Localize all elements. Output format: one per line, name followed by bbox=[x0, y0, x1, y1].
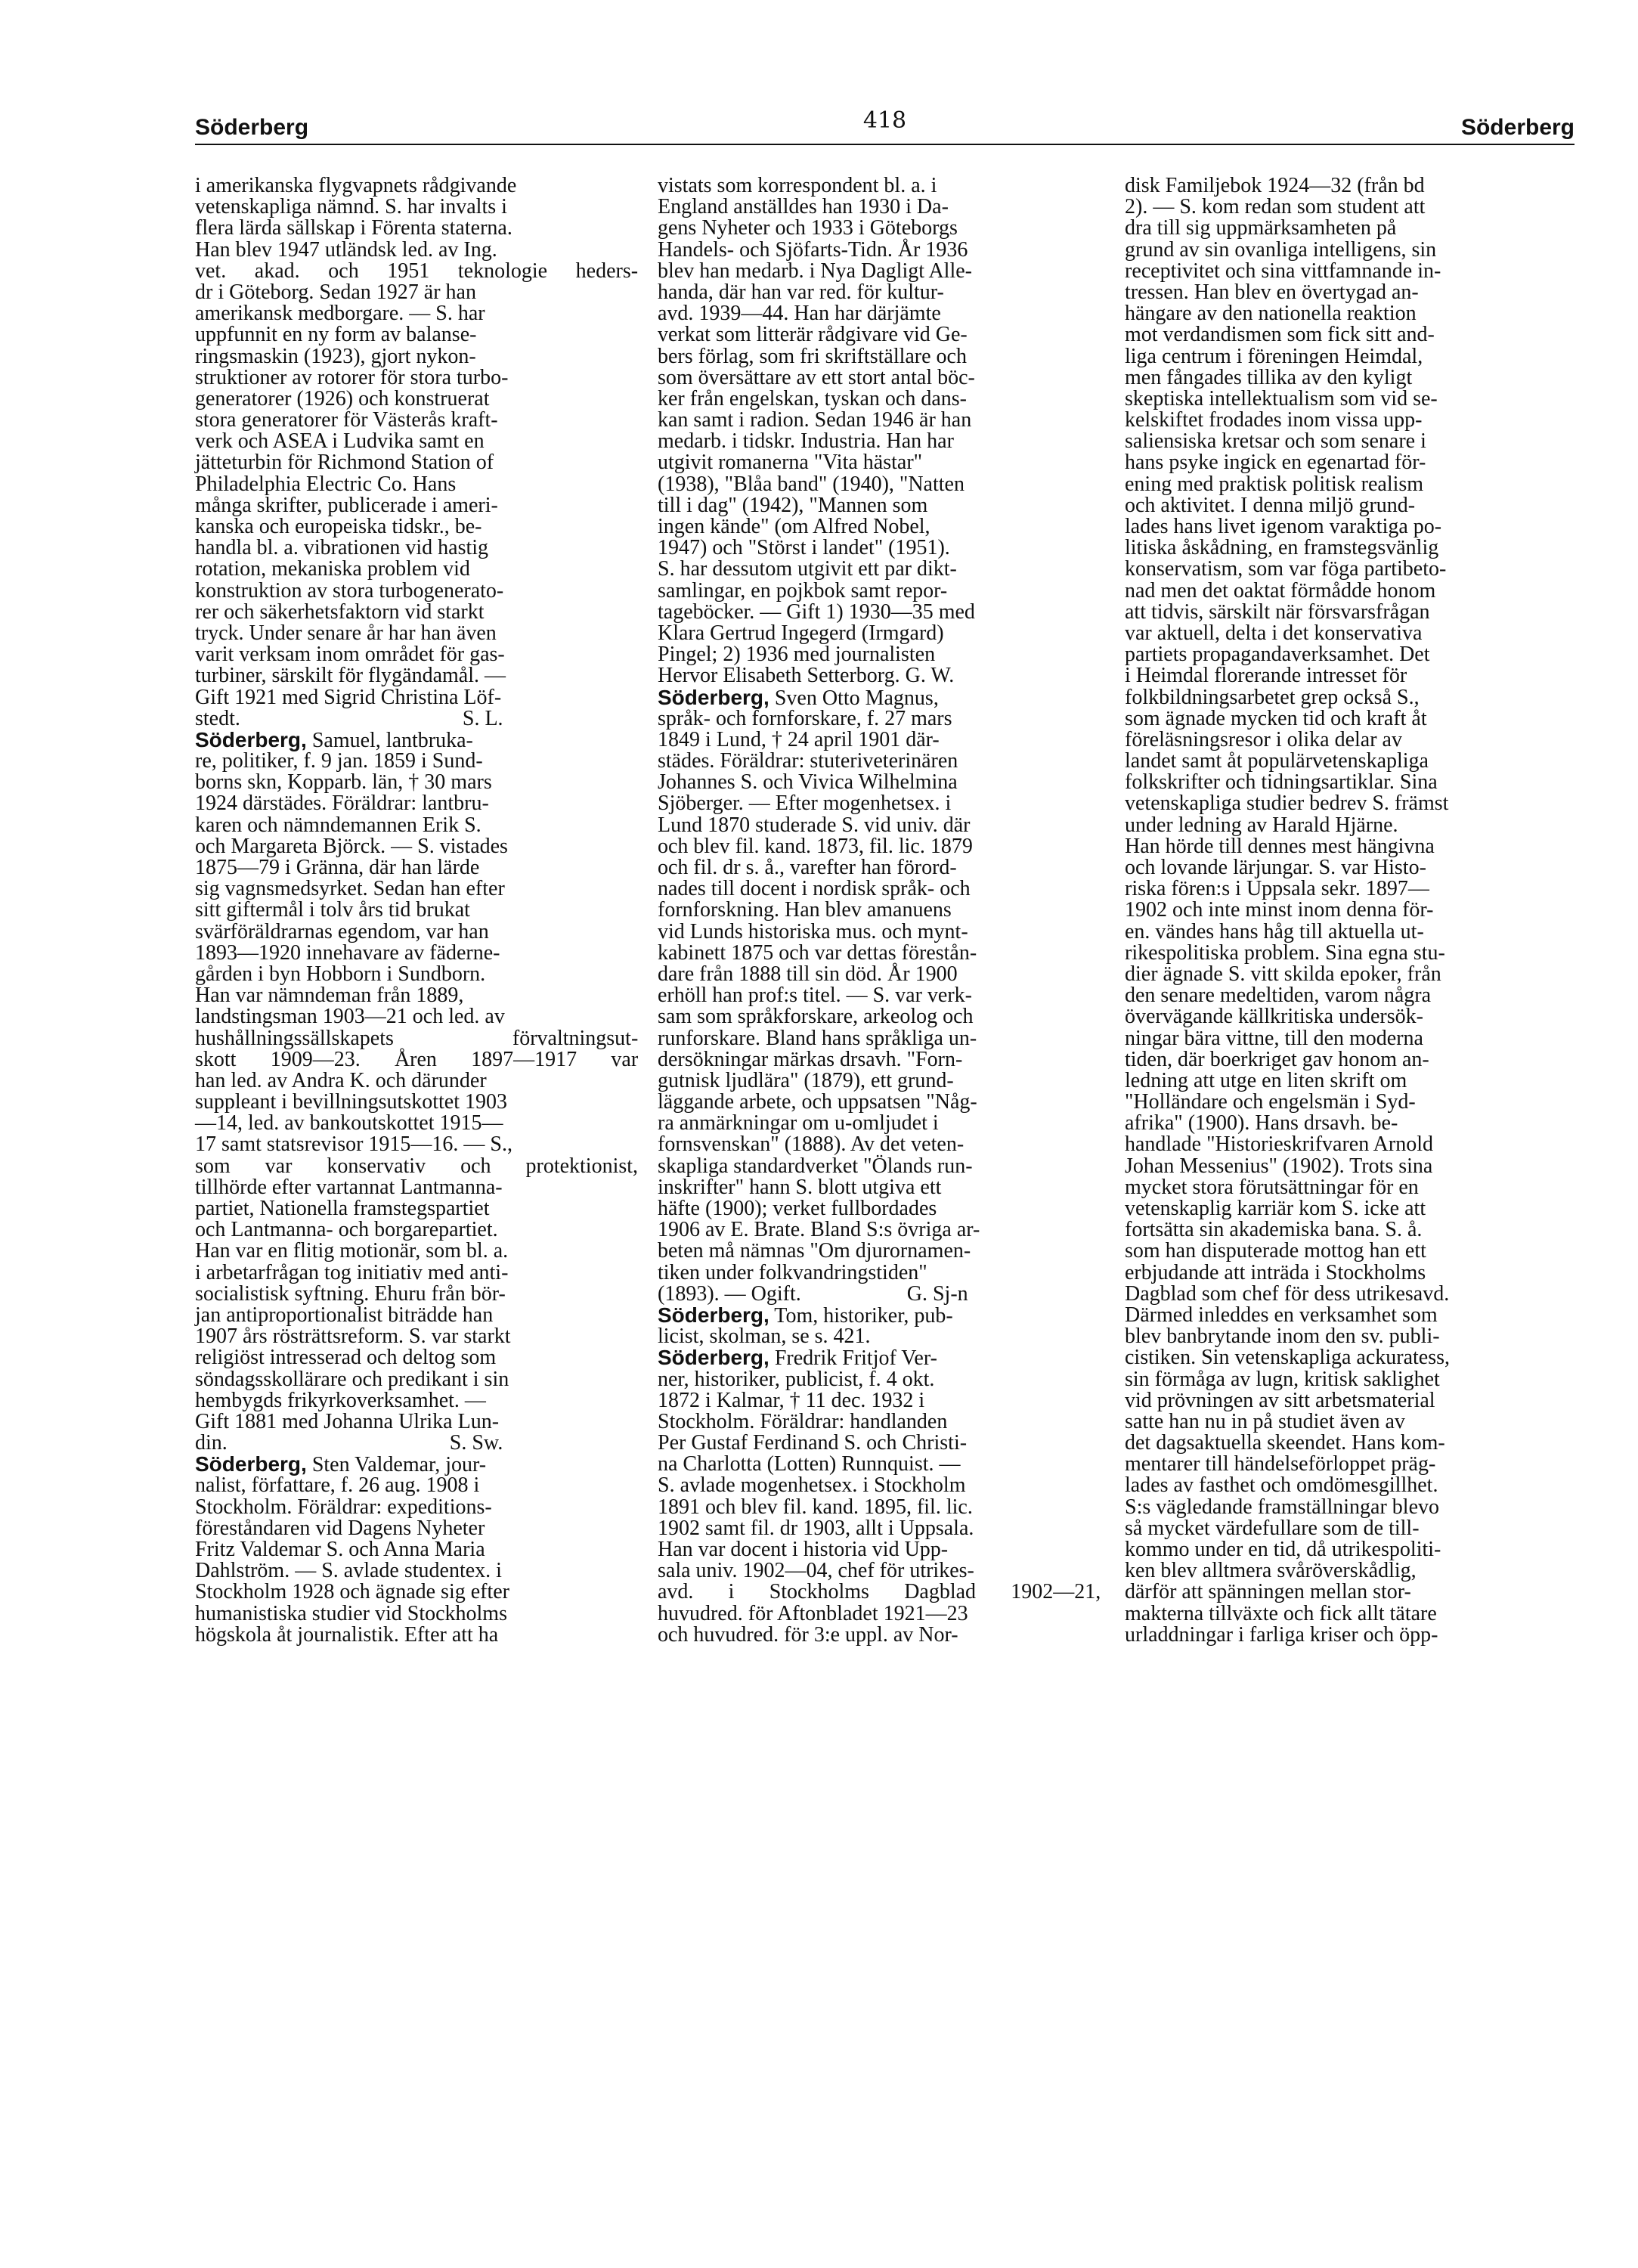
text-line: kan samt i radion. Sedan 1946 är han bbox=[658, 408, 972, 432]
text-line: tryck. Under senare år har han även bbox=[195, 621, 497, 645]
text-line: Per Gustaf Ferdinand S. och Christi- bbox=[658, 1431, 968, 1455]
text-line: saliensiska kretsar och som senare i bbox=[1125, 429, 1426, 454]
text-line: 17 samt statsrevisor 1915—16. — S., bbox=[195, 1132, 512, 1157]
text-line: gutnisk ljudlära" (1879), ett grund- bbox=[658, 1068, 954, 1092]
text-line: ra anmärkningar om u-omljudet i bbox=[658, 1111, 939, 1136]
text-line: hembygds frikyrkoverksamhet. — bbox=[195, 1388, 486, 1412]
text-line: Han hörde till dennes mest hängivna bbox=[1125, 834, 1435, 858]
text-line: och aktivitet. I denna miljö grund- bbox=[1125, 493, 1416, 517]
text-line: (1938), "Blåa band" (1940), "Natten bbox=[658, 472, 965, 496]
text-line: ningar bära vittne, till den moderna bbox=[1125, 1026, 1423, 1050]
text-line: gården i byn Hobborn i Sundborn. bbox=[195, 962, 486, 986]
text-line: folkskrifter och tidningsartiklar. Sina bbox=[1125, 770, 1438, 795]
text-line: 1875—79 i Gränna, där han lärde bbox=[195, 856, 480, 879]
text-line: skott 1909—23. Åren 1897—1917 var bbox=[195, 1047, 639, 1071]
text-line: under ledning av Harald Hjärne. bbox=[1125, 813, 1398, 837]
text-line: vid Lunds historiska mus. och mynt- bbox=[658, 919, 968, 943]
page-number: 418 bbox=[862, 107, 907, 134]
text-line: vetenskapliga studier bedrev S. främst bbox=[1125, 792, 1449, 816]
text-line: som han disputerade mottog han ett bbox=[1125, 1239, 1426, 1263]
text-line: erhöll han prof:s titel. — S. var verk- bbox=[658, 984, 973, 1008]
text-line: litiska åskådning, en framstegsvänlig bbox=[1125, 536, 1439, 560]
text-line: gens Nyheter och 1933 i Göteborgs bbox=[658, 216, 958, 240]
text-line: sig vagnsmedsyrket. Sedan han efter bbox=[195, 877, 505, 901]
text-line: turbiner, särskilt för flygändamål. — bbox=[195, 664, 506, 688]
text-line: och Lantmanna- och borgarepartiet. bbox=[195, 1218, 498, 1242]
text-line: Söderberg, Fredrik Fritjof Ver- bbox=[658, 1346, 937, 1371]
text-line: sala univ. 1902—04, chef för utrikes- bbox=[658, 1559, 974, 1583]
text-line: partiets propagandaverksamhet. Det bbox=[1125, 643, 1430, 667]
text-line: Dahlström. — S. avlade studentex. i bbox=[195, 1559, 502, 1583]
text-line: Johan Messenius" (1902). Trots sina bbox=[1125, 1154, 1433, 1178]
text-line: skeptiska intellektualism som vid se- bbox=[1125, 386, 1438, 411]
text-line: dare från 1888 till sin död. År 1900 bbox=[658, 962, 958, 986]
text-line: nalist, författare, f. 26 aug. 1908 i bbox=[195, 1473, 480, 1498]
text-line: högskola åt journalistik. Efter att ha bbox=[195, 1622, 499, 1647]
text-line: handlade "Historieskrifvaren Arnold bbox=[1125, 1132, 1433, 1157]
text-line: suppleant i bevillningsutskottet 1903 bbox=[195, 1090, 507, 1114]
text-line: och fil. dr s. å., varefter han förord- bbox=[658, 856, 957, 879]
text-line: "Holländare och engelsmän i Syd- bbox=[1125, 1090, 1416, 1114]
text-line: Stockholm 1928 och ägnade sig efter bbox=[195, 1580, 510, 1604]
text-line: dra till sig uppmärksamheten på bbox=[1125, 216, 1397, 240]
text-line: han led. av Andra K. och därunder bbox=[195, 1068, 487, 1092]
text-line: Philadelphia Electric Co. Hans bbox=[195, 472, 457, 496]
text-line: som var konservativ och protektionist, bbox=[195, 1154, 639, 1178]
text-line: inskrifter" hann S. blott utgiva ett bbox=[658, 1175, 942, 1199]
text-line: som översättare av ett stort antal böc- bbox=[658, 365, 975, 389]
text-line: ken blev alltmera svåröverskådlig, bbox=[1125, 1559, 1417, 1583]
text-line: struktioner av rotorer för stora turbo- bbox=[195, 365, 509, 389]
text-line: många skrifter, publicerade i ameri- bbox=[195, 493, 498, 517]
entry-headword: Söderberg, bbox=[195, 727, 307, 751]
text-line: bers förlag, som fri skriftställare och bbox=[658, 344, 967, 368]
text-line: uppfunnit en ny form av balanse- bbox=[195, 323, 477, 347]
header-rule bbox=[195, 144, 1575, 145]
text-line: 1924 därstädes. Föräldrar: lantbru- bbox=[195, 792, 489, 816]
text-line: häfte (1900); verket fullbordades bbox=[658, 1197, 937, 1220]
text-line: söndagsskollärare och predikant i sin bbox=[195, 1367, 509, 1391]
text-line: blev banbrytande inom den sv. publi- bbox=[1125, 1325, 1440, 1349]
text-line: Johannes S. och Vivica Wilhelmina bbox=[658, 770, 958, 795]
text-line: tillhörde efter vartannat Lantmanna- bbox=[195, 1175, 503, 1199]
text-line: 1872 i Kalmar, † 11 dec. 1932 i bbox=[658, 1388, 925, 1412]
text-line: handla bl. a. vibrationen vid hastig bbox=[195, 536, 489, 560]
text-line: kabinett 1875 och var dettas förestån- bbox=[658, 940, 977, 965]
text-line: landet samt åt populärvetenskapliga bbox=[1125, 749, 1429, 773]
text-line: mentarer till händelseförloppet präg- bbox=[1125, 1452, 1436, 1476]
text-line: Sjöberger. — Efter mogenhetsex. i bbox=[658, 792, 952, 816]
text-column-3 bbox=[1125, 175, 1572, 1646]
text-line: Lund 1870 studerade S. vid univ. där bbox=[658, 813, 971, 837]
text-line: läggande arbete, och uppsatsen "Någ- bbox=[658, 1090, 977, 1114]
text-line: Han blev 1947 utländsk led. av Ing. bbox=[195, 237, 497, 262]
text-line: så mycket värdefullare som de till- bbox=[1125, 1516, 1420, 1540]
text-line: —14, led. av bankoutskottet 1915— bbox=[195, 1111, 503, 1136]
text-line: 2). — S. kom redan som student att bbox=[1125, 195, 1426, 219]
text-line: Pingel; 2) 1936 med journalisten bbox=[658, 643, 936, 667]
text-line: det dagsaktuella skeendet. Hans kom- bbox=[1125, 1431, 1445, 1455]
text-line: nades till docent i nordisk språk- och bbox=[658, 877, 971, 901]
text-line: i Heimdal florerande intresset för bbox=[1125, 664, 1407, 688]
text-line: i arbetarfrågan tog initiativ med anti- bbox=[195, 1260, 509, 1284]
text-line: partiet, Nationella framstegspartiet bbox=[195, 1197, 490, 1220]
text-line: hängare av den nationella reaktion bbox=[1125, 302, 1417, 326]
text-line: religiöst intresserad och deltog som bbox=[195, 1346, 497, 1370]
text-line: na Charlotta (Lotten) Runnquist. — bbox=[658, 1452, 961, 1476]
text-line: disk Familjebok 1924—32 (från bd bbox=[1125, 174, 1425, 197]
text-line: samlingar, en pojkbok samt repor- bbox=[658, 578, 948, 603]
text-line: därför att spänningen mellan stor- bbox=[1125, 1580, 1411, 1604]
text-line: afrika" (1900). Hans drsavh. be- bbox=[1125, 1111, 1398, 1136]
text-line: Stockholm. Föräldrar: expeditions- bbox=[195, 1495, 492, 1519]
header-right-name: Söderberg bbox=[1460, 115, 1575, 140]
entry-headword: Söderberg, bbox=[195, 1452, 307, 1476]
text-line: England anställdes han 1930 i Da- bbox=[658, 195, 949, 219]
text-line: vistats som korrespondent bl. a. i bbox=[658, 174, 937, 197]
text-line: din. S. Sw. bbox=[195, 1431, 503, 1455]
text-line: 1907 års rösträttsreform. S. var starkt bbox=[195, 1325, 511, 1349]
text-line: och Margareta Björck. — S. vistades bbox=[195, 834, 508, 858]
text-line: utgivit romanerna "Vita hästar" bbox=[658, 451, 923, 475]
text-column-2 bbox=[658, 175, 1101, 1646]
text-line: amerikansk medborgare. — S. har bbox=[195, 302, 485, 326]
text-line: jan antiproportionalist biträdde han bbox=[195, 1303, 494, 1327]
text-line: stedt. S. L. bbox=[195, 706, 503, 730]
text-line: och lovande lärjungar. S. var Histo- bbox=[1125, 856, 1426, 879]
text-line: Stockholm. Föräldrar: handlanden bbox=[658, 1409, 948, 1433]
text-line: hushållningssällskapets förvaltningsut- bbox=[195, 1026, 639, 1050]
text-line: städes. Föräldrar: stuteriveterinären bbox=[658, 749, 958, 773]
text-line: re, politiker, f. 9 jan. 1859 i Sund- bbox=[195, 749, 483, 773]
text-line: nad men det oaktat förmådde honom bbox=[1125, 578, 1436, 603]
text-line: vet. akad. och 1951 teknologie heders- bbox=[195, 259, 639, 283]
text-line: 1906 av E. Brate. Bland S:s övriga ar- bbox=[658, 1218, 980, 1242]
text-line: riska fören:s i Uppsala sekr. 1897— bbox=[1125, 877, 1429, 901]
text-line: Handels- och Sjöfarts-Tidn. År 1936 bbox=[658, 237, 968, 262]
text-line: rikespolitiska problem. Sina egna stu- bbox=[1125, 940, 1445, 965]
text-line: Därmed inleddes en verksamhet som bbox=[1125, 1303, 1438, 1327]
text-line: att tidvis, särskilt när försvarsfrågan bbox=[1125, 600, 1430, 624]
text-line: Han var en flitig motionär, som bl. a. bbox=[195, 1239, 509, 1263]
text-line: folkbildningsarbetet grep också S., bbox=[1125, 685, 1420, 709]
text-line: dier ägnade S. vitt skilda epoker, från bbox=[1125, 962, 1441, 986]
text-line: huvudred. för Aftonbladet 1921—23 bbox=[658, 1601, 968, 1625]
text-line: blev han medarb. i Nya Dagligt Alle- bbox=[658, 259, 972, 283]
text-line: konservatism, som var föga partibeto- bbox=[1125, 557, 1447, 581]
text-line: ingen kände" (om Alfred Nobel, bbox=[658, 515, 930, 538]
text-line: makterna tillväxte och fick allt tätare bbox=[1125, 1601, 1437, 1625]
text-line: fornforskning. Han blev amanuens bbox=[658, 898, 952, 922]
text-line: 1947) och "Störst i landet" (1951). bbox=[658, 536, 950, 560]
text-line: Söderberg, Samuel, lantbruka- bbox=[195, 727, 473, 752]
text-line: rer och säkerhetsfaktorn vid starkt bbox=[195, 600, 485, 624]
text-line: Hervor Elisabeth Setterborg. G. W. bbox=[658, 664, 955, 688]
text-line: den senare medeltiden, varom några bbox=[1125, 984, 1432, 1008]
text-line: men fångades tillika av den kyligt bbox=[1125, 365, 1413, 389]
text-line: konstruktion av stora turbogenerato- bbox=[195, 578, 504, 603]
text-line: handa, där han var red. för kultur- bbox=[658, 280, 944, 304]
text-line: skapliga standardverket "Ölands run- bbox=[658, 1154, 973, 1178]
text-line: dr i Göteborg. Sedan 1927 är han bbox=[195, 280, 476, 304]
text-line: och blev fil. kand. 1873, fil. lic. 1879 bbox=[658, 834, 973, 858]
text-line: 1902 samt fil. dr 1903, allt i Uppsala. bbox=[658, 1516, 974, 1540]
text-line: fornsvenskan" (1888). Av det veten- bbox=[658, 1132, 965, 1157]
text-line: hans psyke ingick en egenartad för- bbox=[1125, 451, 1426, 475]
text-line: fortsätta sin akademiska bana. S. å. bbox=[1125, 1218, 1423, 1242]
text-line: ner, historiker, publicist, f. 4 okt. bbox=[658, 1367, 935, 1391]
text-line: kommo under en tid, då utrikespoliti- bbox=[1125, 1538, 1441, 1561]
text-column-1 bbox=[195, 175, 638, 1646]
text-line: ker från engelskan, tyskan och dans- bbox=[658, 386, 967, 411]
text-line: sin förmåga av lugn, kritisk saklighet bbox=[1125, 1367, 1440, 1391]
text-line: rotation, mekaniska problem vid bbox=[195, 557, 470, 581]
text-line: erbjudande att inträda i Stockholms bbox=[1125, 1260, 1426, 1284]
header-left-name: Söderberg bbox=[195, 115, 309, 140]
text-line: vid prövningen av sitt arbetsmaterial bbox=[1125, 1388, 1435, 1412]
text-line: medarb. i tidskr. Industria. Han har bbox=[658, 429, 954, 454]
text-line: borns skn, Kopparb. län, † 30 mars bbox=[195, 770, 492, 795]
text-line: 1891 och blev fil. kand. 1895, fil. lic. bbox=[658, 1495, 973, 1519]
text-line: Gift 1881 med Johanna Ulrika Lun- bbox=[195, 1409, 500, 1433]
text-line: Klara Gertrud Ingegerd (Irmgard) bbox=[658, 621, 944, 645]
text-line: ledning att utge en liten skrift om bbox=[1125, 1068, 1407, 1092]
text-line: lades av fasthet och omdömesgillhet. bbox=[1125, 1473, 1438, 1498]
text-line: S. avlade mogenhetsex. i Stockholm bbox=[658, 1473, 966, 1498]
text-line: mot verdandismen som fick sitt and- bbox=[1125, 323, 1435, 347]
text-line: receptivitet och sina vittfamnande in- bbox=[1125, 259, 1441, 283]
text-line: vetenskapliga nämnd. S. har invalts i bbox=[195, 195, 507, 219]
text-line: i amerikanska flygvapnets rådgivande bbox=[195, 174, 517, 197]
text-line: kanska och europeiska tidskr., be- bbox=[195, 515, 482, 538]
text-line: övervägande källkritiska undersök- bbox=[1125, 1005, 1423, 1029]
text-line: som ägnade mycken tid och kraft åt bbox=[1125, 706, 1427, 730]
text-line: ening med praktisk politisk realism bbox=[1125, 472, 1424, 496]
text-line: dersökningar märkas drsavh. "Forn- bbox=[658, 1047, 963, 1071]
text-line: urladdningar i farliga kriser och öpp- bbox=[1125, 1622, 1438, 1647]
text-line: Söderberg, Tom, historiker, pub- bbox=[658, 1303, 953, 1328]
text-line: grund av sin ovanliga intelligens, sin bbox=[1125, 237, 1437, 262]
text-line: tiden, där boerkriget gav honom an- bbox=[1125, 1047, 1429, 1071]
text-line: 1893—1920 innehavare av fäderne- bbox=[195, 940, 500, 965]
text-line: sitt giftermål i tolv års tid brukat bbox=[195, 898, 470, 922]
entry-headword: Söderberg, bbox=[658, 1303, 769, 1327]
text-line: varit verksam inom området för gas- bbox=[195, 643, 505, 667]
text-line: stora generatorer för Västerås kraft- bbox=[195, 408, 498, 432]
entry-headword: Söderberg, bbox=[658, 685, 769, 709]
text-line: humanistiska studier vid Stockholms bbox=[195, 1601, 507, 1625]
text-line: Fritz Valdemar S. och Anna Maria bbox=[195, 1538, 485, 1561]
text-line: föreståndaren vid Dagens Nyheter bbox=[195, 1516, 485, 1540]
text-line: 1849 i Lund, † 24 april 1901 där- bbox=[658, 727, 940, 751]
text-line: generatorer (1926) och konstruerat bbox=[195, 386, 490, 411]
text-line: tiken under folkvandringstiden" bbox=[658, 1260, 927, 1284]
text-line: Dagblad som chef för dess utrikesavd. bbox=[1125, 1281, 1450, 1306]
text-line: avd. i Stockholms Dagblad 1902—21, bbox=[658, 1580, 1101, 1604]
text-line: lades hans livet igenom varaktiga po- bbox=[1125, 515, 1442, 538]
text-line: kelskiftet frodades inom vissa upp- bbox=[1125, 408, 1423, 432]
text-line: tressen. Han blev en övertygad an- bbox=[1125, 280, 1419, 304]
text-line: föreläsningsresor i olika delar av bbox=[1125, 727, 1402, 751]
text-line: Söderberg, Sven Otto Magnus, bbox=[658, 685, 939, 710]
text-line: cistiken. Sin vetenskapliga ackuratess, bbox=[1125, 1346, 1450, 1370]
text-line: liga centrum i föreningen Heimdal, bbox=[1125, 344, 1423, 368]
text-line: karen och nämndemannen Erik S. bbox=[195, 813, 481, 837]
text-line: språk- och fornforskare, f. 27 mars bbox=[658, 706, 952, 730]
running-header bbox=[195, 106, 1575, 144]
text-line: S. har dessutom utgivit ett par dikt- bbox=[658, 557, 957, 581]
text-line: satte han nu in på studiet även av bbox=[1125, 1409, 1405, 1433]
entry-headword: Söderberg, bbox=[658, 1346, 769, 1370]
text-line: socialistisk syftning. Ehuru från bör- bbox=[195, 1281, 506, 1306]
text-line: sam som språkforskare, arkeolog och bbox=[658, 1005, 974, 1029]
text-line: en. vändes hans håg till aktuella ut- bbox=[1125, 919, 1424, 943]
text-line: mycket stora förutsättningar för en bbox=[1125, 1175, 1419, 1199]
text-line: Han var docent i historia vid Upp- bbox=[658, 1538, 949, 1561]
text-line: S:s vägledande framställningar blevo bbox=[1125, 1495, 1439, 1519]
text-line: verkat som litterär rådgivare vid Ge- bbox=[658, 323, 968, 347]
text-line: avd. 1939—44. Han har därjämte bbox=[658, 302, 941, 326]
text-line: tageböcker. — Gift 1) 1930—35 med bbox=[658, 600, 975, 624]
text-line: Han var nämndeman från 1889, bbox=[195, 984, 464, 1008]
text-line: till i dag" (1942), "Mannen som bbox=[658, 493, 928, 517]
text-line: runforskare. Bland hans språkliga un- bbox=[658, 1026, 977, 1050]
text-line: var aktuell, delta i det konservativa bbox=[1125, 621, 1423, 645]
text-line: flera lärda sällskap i Förenta staterna. bbox=[195, 216, 512, 240]
text-line: jätteturbin för Richmond Station of bbox=[195, 451, 494, 475]
text-line: vetenskaplig karriär kom S. icke att bbox=[1125, 1197, 1426, 1220]
text-line: Söderberg, Sten Valdemar, jour- bbox=[195, 1452, 487, 1477]
text-line: verk och ASEA i Ludvika samt en bbox=[195, 429, 485, 454]
text-line: och huvudred. för 3:e uppl. av Nor- bbox=[658, 1622, 958, 1647]
text-line: (1893). — Ogift. G. Sj-n bbox=[658, 1281, 968, 1306]
text-line: Gift 1921 med Sigrid Christina Löf- bbox=[195, 685, 502, 709]
text-line: landstingsman 1903—21 och led. av bbox=[195, 1005, 505, 1029]
text-line: svärföräldrarnas egendom, var han bbox=[195, 919, 489, 943]
text-line: 1902 och inte minst inom denna för- bbox=[1125, 898, 1434, 922]
text-line: licist, skolman, se s. 421. bbox=[658, 1325, 871, 1349]
text-line: beten må nämnas "Om djurornamen- bbox=[658, 1239, 971, 1263]
text-line: ringsmaskin (1923), gjort nykon- bbox=[195, 344, 476, 368]
